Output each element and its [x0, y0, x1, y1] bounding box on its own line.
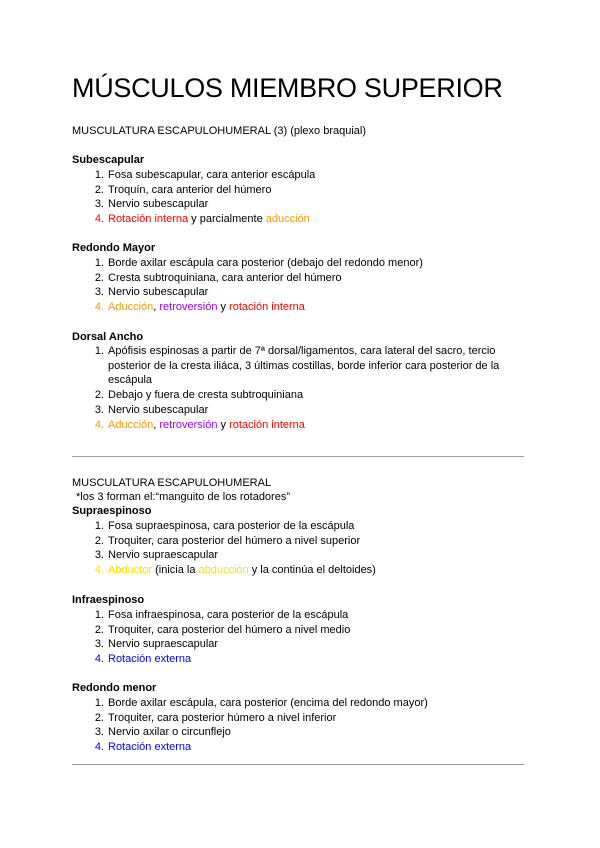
- muscle-title-redondo-mayor: Redondo Mayor: [72, 242, 156, 254]
- muscle-title-dorsal-ancho: Dorsal Ancho: [72, 331, 144, 343]
- list-item: 2. Troquín, cara anterior del húmero: [94, 183, 272, 196]
- list-item: 4. Aducción, retroversión y rotación interna: [94, 418, 305, 431]
- list-item: 1. Fosa infraespinosa, cara posterior de la escápula: [94, 609, 349, 621]
- section-heading: MUSCULATURA ESCAPULOHUMERAL: [72, 477, 272, 489]
- list-item: 4. Rotación externa: [94, 653, 192, 666]
- section-divider: [72, 764, 524, 765]
- list-item: 2. Cresta subtroquiniana, cara anterior del húmero: [94, 271, 342, 284]
- list-redondo-mayor: [72, 256, 512, 315]
- list-item: 3. Nervio subescapular: [94, 198, 209, 211]
- list-supraespinoso: [72, 519, 512, 578]
- muscle-title-infraespinoso: Infraespinoso: [72, 594, 145, 606]
- list-item: 2. Troquiter, cara posterior húmero a nivel inferior: [94, 711, 337, 724]
- list-item: 2. Debajo y fuera de cresta subtroquiniana: [94, 389, 304, 402]
- section-divider: [72, 456, 524, 457]
- list-dorsal-ancho: [72, 344, 512, 432]
- list-item: 1. Fosa subescapular, cara anterior escápula: [94, 169, 316, 181]
- list-infraespinoso: [72, 608, 512, 667]
- muscle-title-supraespinoso: Supraespinoso: [72, 505, 152, 517]
- list-item: 3. Nervio supraescapular: [94, 549, 219, 562]
- section-heading: MUSCULATURA ESCAPULOHUMERAL (3) (plexo braquial): [72, 125, 367, 137]
- list-item: 3. Nervio subescapular: [94, 403, 209, 416]
- list-item: 3. Nervio subescapular: [94, 286, 209, 299]
- muscle-title-redondo-menor: Redondo menor: [72, 682, 157, 694]
- muscle-title-subescapular: Subescapular: [72, 154, 145, 166]
- list-item: 1. Apófisis espinosas a partir de 7ª dorsal/ligamentos, cara lateral del sacro, tercio posterior de la cresta iliáca, 3 últimas costillas, borde inferior cara posterior de la escápula: [94, 345, 500, 387]
- list-item: 1. Borde axilar escápula, cara posterior (encima del redondo mayor): [94, 697, 428, 709]
- list-item: 2. Troquiter, cara posterior del húmero a nivel medio: [94, 623, 351, 636]
- section-note: *los 3 forman el:“manguito de los rotadores”: [76, 491, 290, 503]
- list-item: 1. Borde axilar escápula cara posterior (debajo del redondo menor): [94, 257, 423, 269]
- list-item: 4. Aducción, retroversión y rotación interna: [94, 301, 305, 314]
- list-subescapular: [72, 168, 512, 227]
- list-item: 2. Troquiter, cara posterior del húmero a nivel superior: [94, 534, 361, 547]
- list-item: 4. Abductor (inicia la abducción y la continúa el deltoides): [94, 564, 376, 577]
- list-item: 3. Nervio axilar o circunflejo: [94, 726, 231, 739]
- list-redondo-menor: [72, 696, 512, 755]
- page-title: MÚSCULOS MIEMBRO SUPERIOR: [72, 73, 503, 103]
- list-item: 1. Fosa supraespinosa, cara posterior de la escápula: [94, 520, 355, 532]
- list-item: 4. Rotación externa: [94, 741, 192, 754]
- list-item: 3. Nervio supraescapular: [94, 638, 219, 651]
- list-item: 4. Rotación interna y parcialmente aducción: [94, 213, 310, 226]
